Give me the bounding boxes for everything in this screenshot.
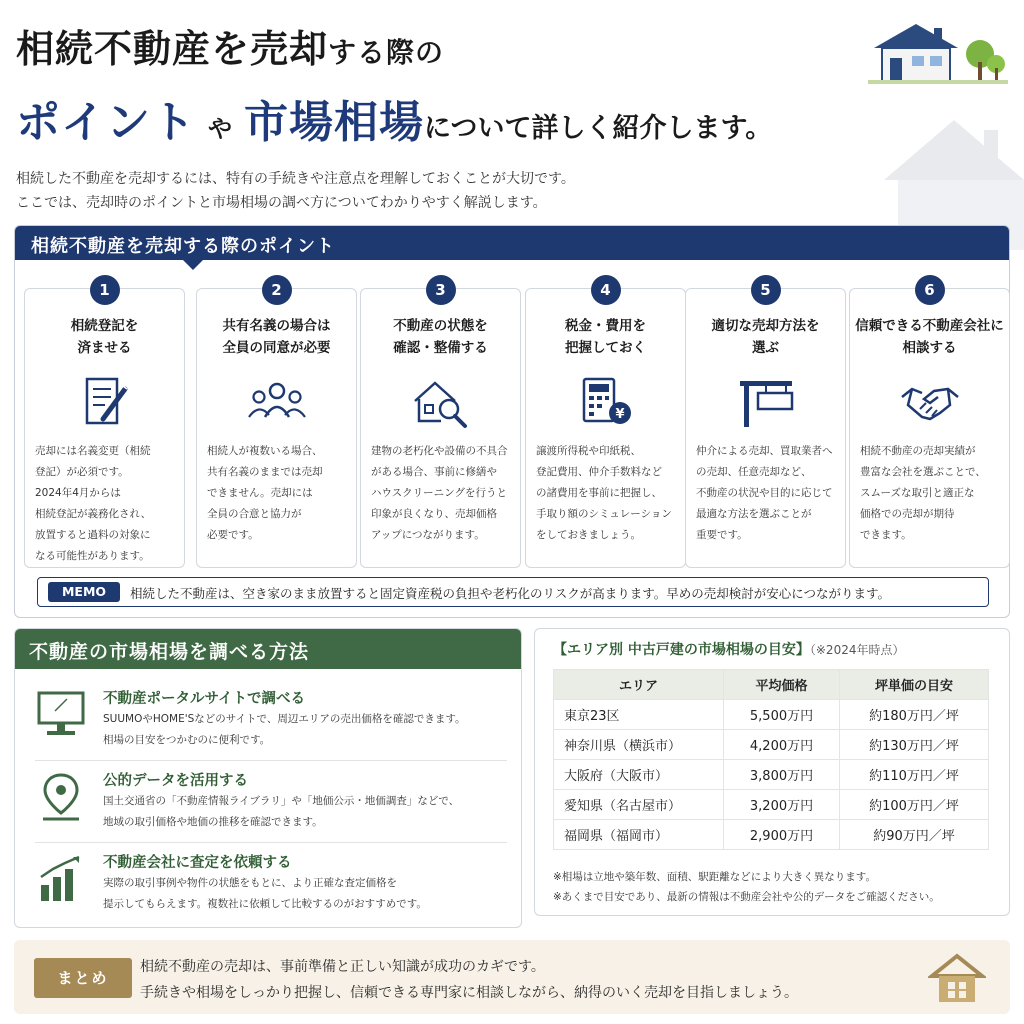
point-title [854, 315, 1005, 359]
point-card-6 [849, 281, 1010, 568]
point-number: 2 [262, 275, 292, 305]
title-main-text: 相続不動産を売却 [16, 26, 329, 71]
bar-chart-icon [35, 853, 87, 905]
table-cell: 東京23区 [554, 700, 724, 730]
memo-text: 相続した不動産は、空き家のまま放置すると固定資産税の負担や老朽化のリスクが高まります。早めの売却検討が安心につながります。 [130, 586, 891, 601]
methods-section [14, 628, 522, 928]
method-text-line: SUUMOやHOME'Sなどのサイトで、周辺エリアの売出価格を確認できます。 [103, 713, 466, 725]
point-text-line: 仲介による売却、買取業者へ [696, 445, 833, 457]
method-title: 不動産ポータルサイトで調べる [103, 691, 305, 707]
price-note-line: ※あくまで目安であり、最新の情報は不動産会社や公的データをご確認ください。 [553, 891, 940, 903]
point-title-line: 共有名義の場合は [222, 318, 331, 334]
divider [35, 842, 507, 843]
house-icon [928, 950, 986, 1004]
summary-line-1: 相続不動産の売却は、事前準備と正しい知識が成功のカギです。 [140, 959, 545, 975]
points-section [14, 225, 1010, 618]
point-title [201, 315, 352, 359]
column-header: エリア [554, 670, 724, 700]
method-text-line: 相場の目安をつかむのに便利です。 [103, 734, 271, 746]
point-text-line: 豊富な会社を選ぶことで、 [860, 466, 986, 478]
point-number: 6 [915, 275, 945, 305]
methods-heading-bar [15, 629, 521, 669]
point-title-line: 選ぶ [752, 340, 779, 356]
point-text-line: がある場合、事前に修繕や [371, 466, 497, 478]
summary-label: まとめ [34, 958, 132, 998]
method-item-portal [15, 685, 521, 769]
point-text-line: 売却には名義変更（相続 [35, 445, 151, 457]
point-text-line: の諸費用を事前に把握し、 [536, 487, 662, 499]
point-text [207, 441, 350, 546]
main-title-line2 [16, 86, 772, 150]
table-cell: 3,200万円 [724, 790, 840, 820]
point-title [29, 315, 180, 359]
memo-box [37, 577, 989, 607]
point-text-line: 共有名義のままでは売却 [207, 466, 323, 478]
point-title-line: 全員の同意が必要 [222, 340, 331, 356]
table-cell: 3,800万円 [724, 760, 840, 790]
point-title [365, 315, 516, 359]
table-header-row [554, 670, 989, 700]
document-pen-icon [75, 375, 135, 429]
point-card-2 [196, 281, 357, 568]
memo-label: MEMO [48, 582, 120, 602]
point-text-line: 不動産の状況や目的に応じて [696, 487, 833, 499]
method-text [103, 873, 427, 915]
summary-line-2: 手続きや相場をしっかり把握し、信頼できる専門家に相談しながら、納得のいく売却を目指しましょう。 [140, 985, 798, 1001]
point-card-4 [525, 281, 686, 568]
methods-heading: 不動産の市場相場を調べる方法 [29, 641, 310, 663]
map-pin-icon [35, 771, 87, 823]
price-note-line: ※相場は立地や築年数、面積、駅距離などにより大きく異なります。 [553, 871, 876, 883]
table-row [554, 790, 989, 820]
svg-text:¥: ¥ [614, 407, 625, 422]
divider [35, 760, 507, 761]
point-text-line: ハウスクリーニングを行うと [371, 487, 507, 499]
point-title [530, 315, 681, 359]
summary-text [140, 954, 798, 1006]
header [0, 0, 1024, 225]
intro-line-1: 相続した不動産を売却するには、特有の手続きや注意点を理解しておくことが大切です。 [16, 171, 575, 187]
calculator-yen-icon [576, 375, 636, 429]
column-header: 平均価格 [724, 670, 840, 700]
point-card-3 [360, 281, 521, 568]
house-magnifier-icon [411, 375, 471, 429]
point-text-line: 登記費用、仲介手数料など [536, 466, 662, 478]
point-title-line: 不動産の状態を [393, 318, 488, 334]
point-number: 1 [90, 275, 120, 305]
point-text-line: 価格での売却が期待 [860, 508, 955, 520]
point-title-line: 相談する [902, 340, 957, 356]
point-text-line: 必要です。 [207, 529, 259, 541]
title-point-text: ポイント [16, 97, 196, 148]
method-text-line: 提示してもらえます。複数社に依頼して比較するのがおすすめです。 [103, 898, 427, 910]
method-title: 不動産会社に査定を依頼する [103, 855, 292, 871]
sign-board-icon [736, 375, 796, 429]
point-text-line: 全員の合意と協力が [207, 508, 302, 520]
column-header: 坪単価の目安 [840, 670, 989, 700]
price-notes [553, 867, 940, 907]
method-text [103, 709, 465, 751]
intro-line-2: ここでは、売却時のポイントと市場相場の調べ方についてわかりやすく解説します。 [16, 195, 547, 211]
point-title-line: 把握しておく [565, 340, 646, 356]
point-text-line: 相続不動産の売却実績が [860, 445, 976, 457]
point-text-line: 登記）が必須です。 [35, 466, 129, 478]
point-number: 4 [591, 275, 621, 305]
point-number: 3 [426, 275, 456, 305]
table-row [554, 820, 989, 850]
point-text-line: 譲渡所得税や印紙税、 [536, 445, 641, 457]
point-card-1 [24, 281, 185, 568]
point-text-line: 最適な方法を選ぶことが [696, 508, 812, 520]
monitor-icon [35, 689, 87, 741]
point-text-line: 放置すると過料の対象に [35, 529, 151, 541]
title-ya-text: や [208, 114, 232, 143]
point-text-line: 相続登記が義務化され、 [35, 508, 152, 520]
table-cell: 4,200万円 [724, 730, 840, 760]
point-text [35, 441, 178, 567]
points-heading-bar [15, 226, 1009, 260]
handshake-icon [900, 375, 960, 429]
method-text-line: 実際の取引事例や物件の状態をもとに、より正確な査定価格を [103, 877, 397, 889]
point-text-line: なる可能性があります。 [35, 550, 150, 562]
price-table [553, 669, 989, 850]
table-cell: 約110万円／坪 [840, 760, 989, 790]
point-text-line: できます。 [860, 529, 912, 541]
table-row [554, 760, 989, 790]
table-cell: 愛知県（名古屋市） [554, 790, 724, 820]
method-text [103, 791, 459, 833]
main-title-line1 [16, 18, 444, 73]
price-section [534, 628, 1010, 916]
table-cell: 大阪府（大阪市） [554, 760, 724, 790]
point-card-5 [685, 281, 846, 568]
point-text-line: 重要です。 [696, 529, 748, 541]
house-illustration-icon [868, 18, 1008, 84]
point-text-line: の売却、任意売却など、 [696, 466, 812, 478]
point-text-line: スムーズな取引と適正な [860, 487, 975, 499]
price-title [553, 639, 904, 659]
price-title-note: （※2024年時点） [809, 643, 905, 657]
method-item-public-data [15, 767, 521, 851]
point-text-line: 印象が良くなり、売却価格 [371, 508, 497, 520]
point-title-line: 確認・整備する [393, 340, 488, 356]
people-icon [247, 375, 307, 429]
point-title-line: 適切な売却方法を [711, 318, 820, 334]
table-row [554, 700, 989, 730]
table-cell: 約130万円／坪 [840, 730, 989, 760]
method-text-line: 地域の取引価格や地価の推移を確認できます。 [103, 816, 323, 828]
point-text-line: 手取り額のシミュレーション [536, 508, 672, 520]
point-text-line: 建物の老朽化や設備の不具合 [371, 445, 508, 457]
summary-box [14, 940, 1010, 1014]
point-text [696, 441, 839, 546]
point-title [690, 315, 841, 359]
title-small-text: する際の [328, 36, 445, 69]
table-cell: 約180万円／坪 [840, 700, 989, 730]
price-title-text: 【エリア別 中古戸建の市場相場の目安】 [553, 642, 810, 658]
method-text-line: 国土交通省の「不動産情報ライブラリ」や「地価公示・地価調査」などで、 [103, 795, 460, 807]
point-text [860, 441, 1003, 546]
table-cell: 約100万円／坪 [840, 790, 989, 820]
point-title-line: 信頼できる不動産会社に [855, 318, 1004, 334]
point-text-line: 2024年4月からは [35, 487, 121, 499]
point-title-line: 済ませる [77, 340, 132, 356]
point-title-line: 税金・費用を [565, 318, 646, 334]
table-cell: 2,900万円 [724, 820, 840, 850]
point-text-line: アップにつながります。 [371, 529, 485, 541]
method-title: 公的データを活用する [103, 773, 248, 789]
table-row [554, 730, 989, 760]
method-item-appraisal [15, 849, 521, 933]
point-text-line: 相続人が複数いる場合、 [207, 445, 323, 457]
title-tail-text: について詳しく紹介します。 [424, 113, 773, 144]
point-text-line: できません。売却には [207, 487, 313, 499]
table-cell: 約90万円／坪 [840, 820, 989, 850]
point-text [371, 441, 514, 546]
point-text-line: をしておきましょう。 [536, 529, 641, 541]
intro-text [16, 167, 575, 215]
heading-notch [183, 260, 203, 270]
point-number: 5 [751, 275, 781, 305]
table-cell: 5,500万円 [724, 700, 840, 730]
title-market-text: 市場相場 [244, 97, 424, 148]
table-cell: 神奈川県（横浜市） [554, 730, 724, 760]
table-cell: 福岡県（福岡市） [554, 820, 724, 850]
point-title-line: 相続登記を [70, 318, 139, 334]
point-text [536, 441, 679, 546]
points-heading: 相続不動産を売却する際のポイント [31, 236, 335, 257]
